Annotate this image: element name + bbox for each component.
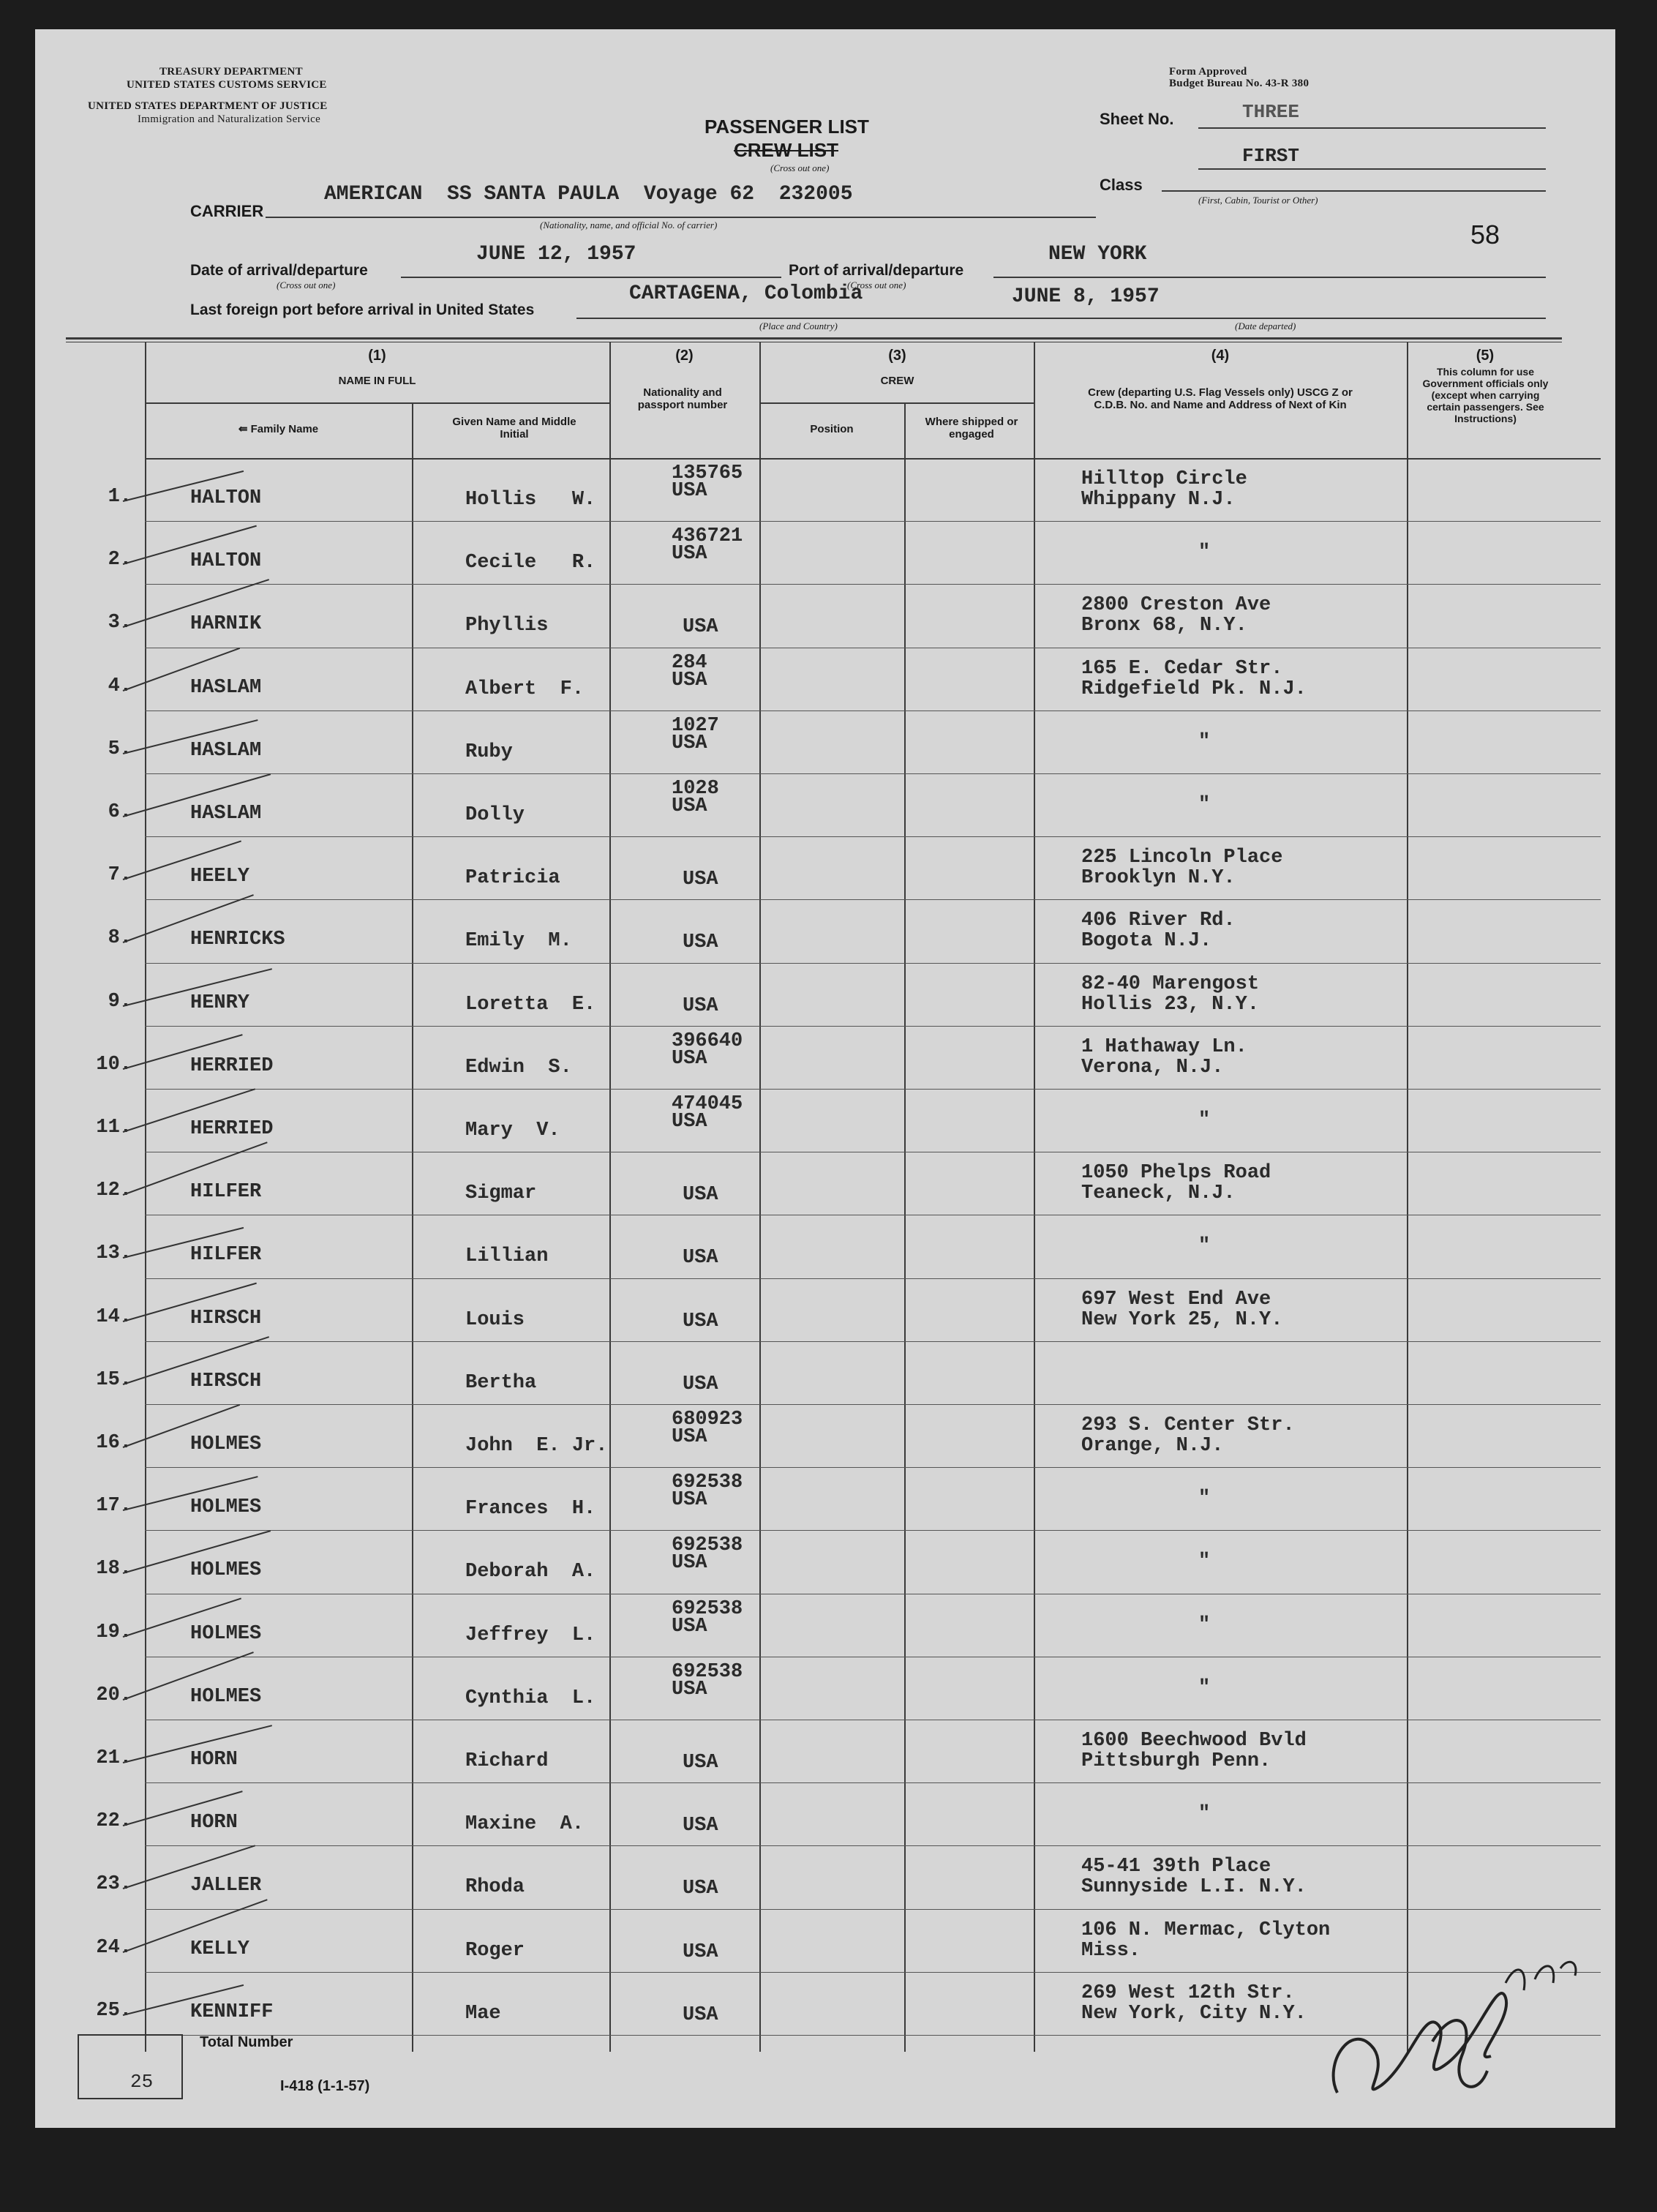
total-label: Total Number <box>200 2034 293 2050</box>
form-approved: Form Approved <box>1169 66 1247 78</box>
given-name: Cynthia L. <box>465 1687 596 1709</box>
arrival-port: NEW YORK <box>1048 243 1147 266</box>
row-number: 4. <box>108 675 132 697</box>
nationality: USA <box>683 869 718 891</box>
col3b-where: Where shipped or engaged <box>925 416 1018 440</box>
total-value: 25 <box>130 2071 154 2093</box>
row-number: 3. <box>108 612 132 634</box>
passport-number: 692538 <box>672 1660 743 1683</box>
family-name: HOLMES <box>190 1559 262 1582</box>
arrival-date: JUNE 12, 1957 <box>476 243 636 266</box>
passport-number: 692538 <box>672 1534 743 1557</box>
row-number: 17. <box>96 1495 132 1518</box>
nationality: USA <box>672 1678 707 1701</box>
row-number: 21. <box>96 1747 132 1769</box>
col4-number: (4) <box>1211 348 1230 364</box>
col4-title: Crew (departing U.S. Flag Vessels only) USCG Z or C.D.B. No. and Name and Address of Next of Kin <box>1088 386 1353 411</box>
family-name: HALTON <box>190 550 262 573</box>
row-rule <box>145 584 1601 585</box>
family-name: HIRSCH <box>190 1307 262 1330</box>
kin-address-line1: 269 West 12th Str. <box>1081 1982 1295 2004</box>
nationality: USA <box>683 1941 718 1963</box>
passport-number: 284 <box>672 651 707 674</box>
col1b-given: Given Name and Middle Initial <box>452 416 576 440</box>
total-box <box>78 2034 183 2099</box>
given-name: Bertha <box>465 1371 537 1394</box>
row-number: 25. <box>96 1999 132 2022</box>
kin-address-line1: 293 S. Center Str. <box>1081 1414 1295 1436</box>
family-name: HIRSCH <box>190 1370 262 1392</box>
family-name: HENRICKS <box>190 929 285 951</box>
kin-address-line2: Whippany N.J. <box>1081 489 1236 511</box>
row-rule <box>145 1467 1601 1468</box>
nationality: USA <box>672 1615 707 1638</box>
row-number: 23. <box>96 1873 132 1896</box>
carrier-label: CARRIER <box>190 202 264 220</box>
row-number: 1. <box>108 486 132 508</box>
kin-address-line1: 165 E. Cedar Str. <box>1081 657 1283 680</box>
title-crew-list: CREW LIST <box>734 139 838 161</box>
family-name: HOLMES <box>190 1433 262 1455</box>
col1-title: NAME IN FULL <box>338 375 416 387</box>
nationality: USA <box>683 1373 718 1395</box>
class-value: FIRST <box>1242 145 1300 167</box>
kin-address-ditto: " <box>1198 1488 1211 1510</box>
family-name: HILFER <box>190 1244 262 1267</box>
kin-address-ditto: " <box>1198 1551 1211 1573</box>
row-number: 19. <box>96 1621 132 1643</box>
kin-address-line2: Sunnyside L.I. N.Y. <box>1081 1876 1307 1899</box>
given-name: Richard <box>465 1750 549 1772</box>
port-caption: (Cross out one) <box>847 280 906 290</box>
kin-address-line1: 1600 Beechwood Bvld <box>1081 1730 1307 1752</box>
given-name: Louis <box>465 1308 525 1331</box>
passport-number: 692538 <box>672 1597 743 1620</box>
kin-address-ditto: " <box>1198 1803 1211 1826</box>
kin-address-line1: 697 West End Ave <box>1081 1288 1271 1311</box>
date-caption: (Cross out one) <box>277 280 336 290</box>
form-id: I-418 (1-1-57) <box>280 2078 370 2094</box>
col5-number: (5) <box>1476 348 1495 364</box>
passport-number: 680923 <box>672 1409 743 1431</box>
date-label: Date of arrival/departure <box>190 262 368 279</box>
col2-title: Nationality and passport number <box>637 386 728 411</box>
family-name: HERRIED <box>190 1118 274 1140</box>
kin-address-line2: Miss. <box>1081 1939 1141 1962</box>
given-name: Loretta E. <box>465 993 596 1016</box>
passport-number: 474045 <box>672 1093 743 1115</box>
nationality: USA <box>672 1552 707 1575</box>
row-rule <box>145 1782 1601 1783</box>
kin-address-ditto: " <box>1198 541 1211 564</box>
kin-address-line1: 1050 Phelps Road <box>1081 1162 1271 1185</box>
kin-address-ditto: " <box>1198 1613 1211 1636</box>
nationality: USA <box>683 1184 718 1207</box>
row-rule <box>145 1341 1601 1342</box>
family-name: HORN <box>190 1812 238 1834</box>
nationality: USA <box>683 1815 718 1837</box>
family-name: HORN <box>190 1749 238 1771</box>
row-number: 14. <box>96 1305 132 1328</box>
given-name: Mary V. <box>465 1120 560 1141</box>
row-number: 18. <box>96 1558 132 1581</box>
row-rule <box>145 1530 1601 1531</box>
family-name: HASLAM <box>190 803 262 825</box>
class-caption: (First, Cabin, Tourist or Other) <box>1198 195 1318 206</box>
lastport-caption: (Place and Country) <box>759 320 838 331</box>
given-name: Phyllis <box>465 615 549 637</box>
passport-number: 1028 <box>672 778 719 800</box>
passport-number: 436721 <box>672 525 743 548</box>
nationality: USA <box>672 1489 707 1512</box>
port-label: Port of arrival/departure <box>789 262 964 279</box>
kin-address-line2: New York, City N.Y. <box>1081 2002 1307 2025</box>
col3a-position: Position <box>810 423 854 435</box>
col3-title: CREW <box>880 375 914 387</box>
row-rule <box>145 1845 1601 1846</box>
family-name: HENRY <box>190 991 250 1014</box>
kin-address-line2: Brooklyn N.Y. <box>1081 867 1236 890</box>
kin-address-line1: 406 River Rd. <box>1081 910 1236 932</box>
row-number: 9. <box>108 990 132 1013</box>
kin-address-line2: Verona, N.J. <box>1081 1056 1224 1079</box>
kin-address-line1: 106 N. Mermac, Clyton <box>1081 1919 1331 1941</box>
col1a-family: ⇚ Family Name <box>238 423 319 435</box>
row-rule <box>145 836 1601 837</box>
carrier-caption: (Nationality, name, and official No. of carrier) <box>540 220 718 230</box>
kin-address-line2: Teaneck, N.J. <box>1081 1182 1236 1205</box>
title-caption: (Cross out one) <box>770 162 830 173</box>
nationality: USA <box>683 994 718 1017</box>
nationality: USA <box>683 616 718 639</box>
nationality: USA <box>672 795 707 817</box>
nationality: USA <box>672 1111 707 1133</box>
kin-address-line1: 1 Hathaway Ln. <box>1081 1035 1247 1058</box>
family-name: JALLER <box>190 1875 262 1897</box>
row-rule <box>145 1026 1601 1027</box>
row-number: 11. <box>96 1117 132 1139</box>
family-name: HEELY <box>190 866 250 888</box>
row-number: 7. <box>108 864 132 887</box>
given-name: Rhoda <box>465 1876 525 1899</box>
kin-address-ditto: " <box>1198 1109 1211 1131</box>
title-passenger-list: PASSENGER LIST <box>704 116 869 138</box>
row-number: 10. <box>96 1053 132 1076</box>
nationality: USA <box>672 543 707 566</box>
arrow-icon: ⇚ <box>238 423 251 435</box>
dept-customs: UNITED STATES CUSTOMS SERVICE <box>127 79 327 91</box>
given-name: Jeffrey L. <box>465 1624 596 1646</box>
passport-number: 396640 <box>672 1030 743 1052</box>
passport-number: 135765 <box>672 462 743 484</box>
given-name: Edwin S. <box>465 1056 572 1079</box>
col5-title: This column for use Government officials only (except when carrying certain passengers. See Instructions) <box>1422 366 1549 424</box>
row-number: 13. <box>96 1242 132 1265</box>
family-name: HASLAM <box>190 739 262 762</box>
family-name: HOLMES <box>190 1496 262 1519</box>
dept-treasury: TREASURY DEPARTMENT <box>159 66 303 78</box>
row-rule <box>145 899 1601 900</box>
page-number: 58 <box>1470 220 1500 250</box>
nationality: USA <box>683 931 718 954</box>
family-name: HOLMES <box>190 1622 262 1645</box>
nationality: USA <box>683 1878 718 1900</box>
family-name: HOLMES <box>190 1685 262 1708</box>
given-name: Lillian <box>465 1245 549 1268</box>
sheet-label: Sheet No. <box>1100 110 1174 128</box>
class-label: Class <box>1100 176 1143 194</box>
kin-address-line1: 45-41 39th Place <box>1081 1856 1271 1878</box>
row-rule <box>145 773 1601 774</box>
row-rule <box>145 1089 1601 1090</box>
row-number: 20. <box>96 1684 132 1706</box>
sheet-value: THREE <box>1242 101 1300 123</box>
departed-date: JUNE 8, 1957 <box>1012 285 1160 308</box>
given-name: Ruby <box>465 741 513 763</box>
kin-address-line2: Hollis 23, N.Y. <box>1081 993 1260 1016</box>
passport-number: 1027 <box>672 714 719 737</box>
given-name: Albert F. <box>465 678 585 700</box>
dept-ins: Immigration and Naturalization Service <box>138 113 321 125</box>
nationality: USA <box>672 732 707 754</box>
given-name: Roger <box>465 1939 525 1962</box>
kin-address-ditto: " <box>1198 794 1211 816</box>
col2-number: (2) <box>675 348 694 364</box>
family-name: HARNIK <box>190 613 262 636</box>
kin-address-line1: 225 Lincoln Place <box>1081 847 1283 869</box>
family-name: HERRIED <box>190 1054 274 1077</box>
row-number: 8. <box>108 927 132 950</box>
row-number: 22. <box>96 1810 132 1833</box>
given-name: Cecile R. <box>465 552 596 574</box>
officer-signature <box>1308 1917 1601 2122</box>
carrier-value: AMERICAN SS SANTA PAULA Voyage 62 232005 <box>324 183 853 206</box>
kin-address-line2: Bronx 68, N.Y. <box>1081 615 1247 637</box>
kin-address-line1: Hilltop Circle <box>1081 468 1247 490</box>
kin-address-line2: Bogota N.J. <box>1081 930 1212 953</box>
row-rule <box>145 1404 1601 1405</box>
given-name: Frances H. <box>465 1498 596 1521</box>
given-name: Patricia <box>465 867 560 890</box>
row-number: 16. <box>96 1432 132 1454</box>
kin-address-line1: 2800 Creston Ave <box>1081 594 1271 617</box>
nationality: USA <box>672 1426 707 1448</box>
departed-caption: (Date departed) <box>1235 320 1296 331</box>
row-number: 2. <box>108 549 132 571</box>
nationality: USA <box>672 669 707 691</box>
given-name: John E. Jr. <box>465 1435 608 1457</box>
row-number: 12. <box>96 1180 132 1202</box>
family-name: HILFER <box>190 1181 262 1204</box>
row-number: 15. <box>96 1368 132 1391</box>
row-rule <box>145 1909 1601 1910</box>
kin-address-line1: 82-40 Marengost <box>1081 972 1260 995</box>
given-name: Deborah A. <box>465 1561 596 1583</box>
kin-address-line2: Pittsburgh Penn. <box>1081 1750 1271 1772</box>
family-name: HALTON <box>190 487 262 509</box>
kin-address-line2: Orange, N.J. <box>1081 1435 1224 1457</box>
row-rule <box>145 1278 1601 1279</box>
passport-number: 692538 <box>672 1471 743 1494</box>
nationality: USA <box>683 2003 718 2026</box>
given-name: Hollis W. <box>465 489 596 511</box>
passenger-list-sheet <box>35 29 1615 2128</box>
row-number: 24. <box>96 1936 132 1959</box>
nationality: USA <box>683 1247 718 1270</box>
dept-justice: UNITED STATES DEPARTMENT OF JUSTICE <box>88 100 328 112</box>
row-rule <box>145 521 1601 522</box>
given-name: Mae <box>465 2002 501 2025</box>
kin-address-ditto: " <box>1198 730 1211 753</box>
given-name: Emily M. <box>465 930 572 953</box>
nationality: USA <box>672 1047 707 1070</box>
given-name: Dolly <box>465 804 525 826</box>
budget-bureau: Budget Bureau No. 43-R 380 <box>1169 78 1310 89</box>
row-rule <box>145 963 1601 964</box>
given-name: Maxine A. <box>465 1813 585 1836</box>
row-number: 6. <box>108 801 132 823</box>
table-top-rule <box>66 337 1562 340</box>
given-name: Sigmar <box>465 1182 537 1205</box>
nationality: USA <box>672 480 707 502</box>
nationality: USA <box>683 1752 718 1774</box>
nationality: USA <box>683 1310 718 1332</box>
lastport-label: Last foreign port before arrival in United States <box>190 301 535 318</box>
family-name: KELLY <box>190 1938 250 1960</box>
col1-number: (1) <box>368 348 386 364</box>
kin-address-ditto: " <box>1198 1235 1211 1258</box>
row-number: 5. <box>108 738 132 760</box>
family-name: HASLAM <box>190 676 262 699</box>
lastport-value: CARTAGENA, Colombia <box>629 282 863 305</box>
kin-address-line2: Ridgefield Pk. N.J. <box>1081 678 1307 700</box>
col3-number: (3) <box>888 348 906 364</box>
kin-address-ditto: " <box>1198 1676 1211 1699</box>
family-name: KENNIFF <box>190 2001 274 2023</box>
kin-address-line2: New York 25, N.Y. <box>1081 1308 1283 1331</box>
